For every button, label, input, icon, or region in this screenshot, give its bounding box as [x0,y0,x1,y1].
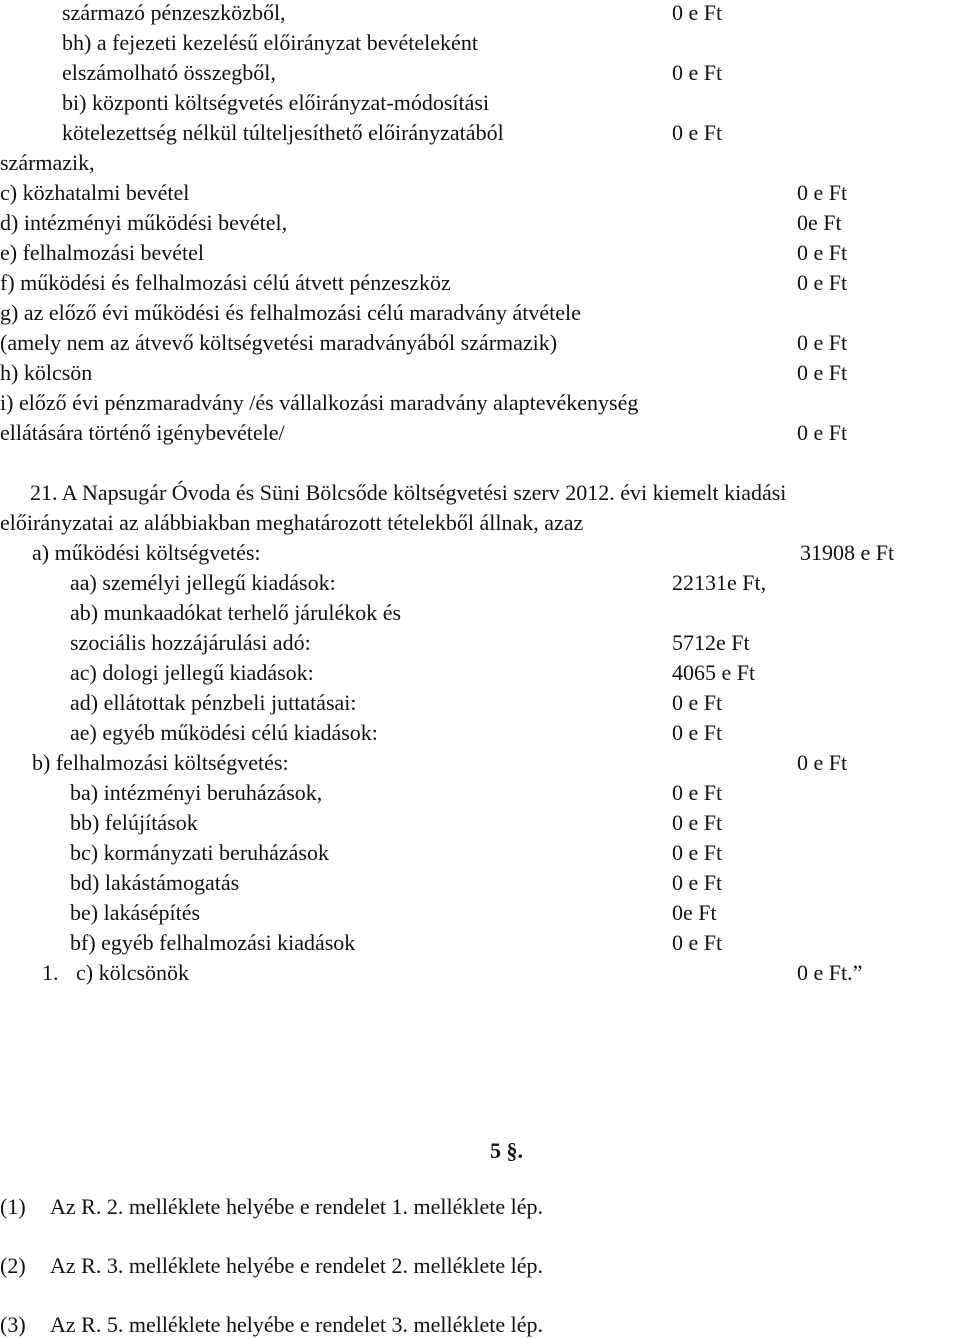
amount: 0 e Ft [672,60,723,85]
paragraph-number-value: 5 [490,1138,501,1163]
text-line: (amely nem az átvevő költségvetési maradványából származik) [0,330,558,355]
item-amount: 0 e Ft [672,870,723,895]
amount: 0 e Ft [797,420,848,445]
item-label: b) felhalmozási költségvetés: [32,750,289,775]
item-label: szociális hozzájárulási adó: [70,630,311,655]
item-label: ad) ellátottak pénzbeli juttatásai: [70,690,357,715]
text-line: elszámolható összegből, [62,60,276,85]
item-label: bb) felújítások [70,810,198,835]
amount: 0 e Ft [672,120,723,145]
item-label: be) lakásépítés [70,900,201,925]
amount: 0e Ft [797,210,842,235]
text-line: i) előző évi pénzmaradvány /és vállalkozási maradvány alaptevékenység [0,390,639,415]
item-amount: 4065 e Ft [672,660,756,685]
item-label: bf) egyéb felhalmozási kiadások [70,930,356,955]
item-label: bc) kormányzati beruházások [70,840,329,865]
amount: 0 e Ft [797,360,848,385]
amount: 0 e Ft [797,270,848,295]
clause-number: (1) [0,1194,26,1219]
clause-number: (3) [0,1312,26,1337]
clause-number: (2) [0,1253,26,1278]
item-amount: 0 e Ft [672,780,723,805]
amount: 0 e Ft [672,0,723,25]
clause-text: Az R. 3. melléklete helyébe e rendelet 2. melléklete lép. [50,1253,543,1278]
text-line: g) az előző évi működési és felhalmozási célú maradvány átvétele [0,300,581,325]
item-amount: 0 e Ft [672,690,723,715]
item-amount: 0 e Ft.” [797,960,863,985]
amount: 0 e Ft [797,330,848,355]
list-number: 1. [42,960,59,985]
item-label: ba) intézményi beruházások, [70,780,323,805]
text-line: ellátására történő igénybevétele/ [0,420,285,445]
item-amount: 5712e Ft [672,630,750,655]
item-amount: 0e Ft [672,900,717,925]
amount: 0 e Ft [797,240,848,265]
item-amount: 0 e Ft [672,720,723,745]
text-line: f) működési és felhalmozási célú átvett pénzeszköz [0,270,451,295]
item-amount: 22131e Ft, [672,570,767,595]
item-label: bd) lakástámogatás [70,870,240,895]
item-amount: 0 e Ft [672,930,723,955]
text-line: származó pénzeszközből, [62,0,286,25]
clause-text: Az R. 2. melléklete helyébe e rendelet 1. melléklete lép. [50,1194,543,1219]
text-line: c) közhatalmi bevétel [0,180,190,205]
item-label: ac) dologi jellegű kiadások: [70,660,314,685]
item-label: c) kölcsönök [76,960,190,985]
item-label: ab) munkaadókat terhelő járulékok és [70,600,402,625]
item-label: aa) személyi jellegű kiadások: [70,570,336,595]
item-label: ae) egyéb működési célú kiadások: [70,720,378,745]
text-line: bi) központi költségvetés előirányzat-módosítási [62,90,490,115]
item-amount: 0 e Ft [797,750,848,775]
section-heading: 21. A Napsugár Óvoda és Süni Bölcsőde költségvetési szerv 2012. évi kiemelt kiadási [30,480,787,505]
text-line: kötelezettség nélkül túlteljesíthető előirányzatából [62,120,504,145]
text-line: bh) a fejezeti kezelésű előirányzat bevételeként [62,30,478,55]
paragraph-number [490,1140,523,1162]
clause-text: Az R. 5. melléklete helyébe e rendelet 3. melléklete lép. [50,1312,543,1337]
paragraph-sign: §. [506,1138,523,1163]
text-line: h) kölcsön [0,360,93,385]
item-amount: 31908 e Ft [800,540,895,565]
item-label: a) működési költségvetés: [32,540,261,565]
item-amount: 0 e Ft [672,840,723,865]
section-heading-cont: előirányzatai az alábbiakban meghatározott tételekből állnak, azaz [0,510,584,535]
amount: 0 e Ft [797,180,848,205]
text-line: d) intézményi működési bevétel, [0,210,288,235]
text-line: származik, [0,150,95,175]
text-line: e) felhalmozási bevétel [0,240,205,265]
item-amount: 0 e Ft [672,810,723,835]
